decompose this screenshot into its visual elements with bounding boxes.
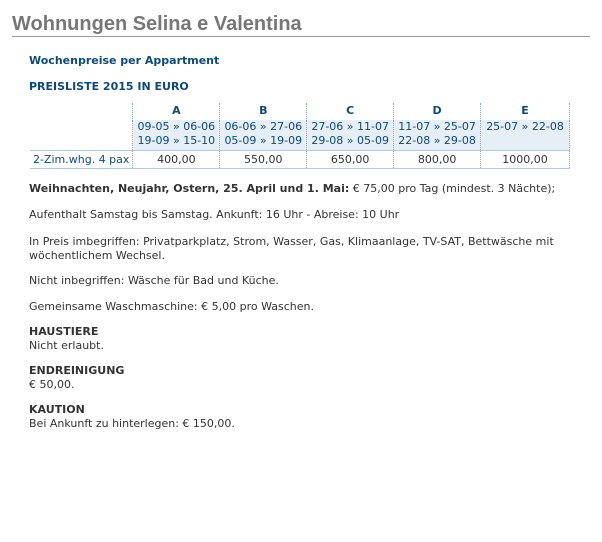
period-cell-d: [394, 120, 481, 151]
period-d-1: 11-07 » 25-07: [398, 120, 476, 133]
pets-text: Nicht erlaubt.: [29, 339, 104, 352]
period-b-1: 06-06 » 27-06: [224, 120, 303, 133]
period-c-2: 29-08 » 05-09: [311, 134, 389, 147]
table-row: [30, 151, 570, 169]
cleaning-section: [29, 364, 569, 392]
column-header-a: A: [133, 103, 220, 120]
period-a-1: 09-05 » 06-06: [137, 120, 216, 133]
washing-info: Gemeinsame Waschmaschine: € 5,00 pro Waschen.: [29, 300, 314, 313]
period-cell-a: [133, 120, 220, 151]
not-included-info: Nicht inbegriffen: Wäsche für Bad und Küche.: [29, 274, 279, 287]
period-c-1: 27-06 » 11-07: [311, 120, 389, 133]
price-cell-c: 650,00: [307, 151, 394, 169]
period-b-2: 05-09 » 19-09: [224, 134, 303, 147]
price-table: [30, 103, 570, 169]
price-cell-b: 550,00: [220, 151, 307, 169]
period-e-1: 25-07 » 22-08: [486, 120, 564, 133]
cleaning-text: € 50,00.: [29, 378, 75, 391]
period-d-2: 22-08 » 29-08: [398, 134, 476, 147]
column-header-d: D: [394, 103, 481, 120]
period-cell-e: [481, 120, 570, 151]
table-period-row: [30, 120, 570, 151]
price-cell-a: 400,00: [133, 151, 220, 169]
price-cell-e: 1000,00: [481, 151, 570, 169]
empty-header-cell: [30, 103, 133, 120]
column-header-c: C: [307, 103, 394, 120]
page-title: Wohnungen Selina e Valentina: [12, 12, 590, 37]
included-info: In Preis imbegriffen: Privatparkplatz, Strom, Wasser, Gas, Klimaanlage, TV-SAT, Bettwäsche mit wöchentlichem Wechsel.: [29, 235, 554, 262]
column-header-b: B: [220, 103, 307, 120]
stay-info: Aufenthalt Samstag bis Samstag. Ankunft: 16 Uhr - Abreise: 10 Uhr: [29, 208, 400, 221]
pricelist-heading: PREISLISTE 2015 IN EURO: [29, 80, 189, 93]
deposit-section: [29, 403, 569, 431]
period-a-2: 19-09 » 15-10: [137, 134, 216, 147]
period-cell-b: [220, 120, 307, 151]
holiday-pricing: [29, 182, 569, 196]
column-header-e: E: [481, 103, 570, 120]
apartment-type-label: 2-Zim.whg. 4 pax: [30, 151, 133, 169]
pets-section: [29, 325, 569, 353]
pets-label: HAUSTIERE: [29, 325, 99, 338]
cleaning-label: ENDREINIGUNG: [29, 364, 125, 377]
price-cell-d: 800,00: [394, 151, 481, 169]
period-cell-c: [307, 120, 394, 151]
deposit-text: Bei Ankunft zu hinterlegen: € 150,00.: [29, 417, 235, 430]
holiday-label: Weihnachten, Neujahr, Ostern, 25. April und 1. Mai:: [29, 182, 350, 195]
holiday-text: € 75,00 pro Tag (mindest. 3 Nächte);: [349, 182, 556, 195]
empty-period-cell: [30, 120, 133, 151]
weekly-prices-heading: Wochenpreise per Appartment: [29, 54, 220, 67]
deposit-label: KAUTION: [29, 403, 85, 416]
table-header-row: [30, 103, 570, 120]
